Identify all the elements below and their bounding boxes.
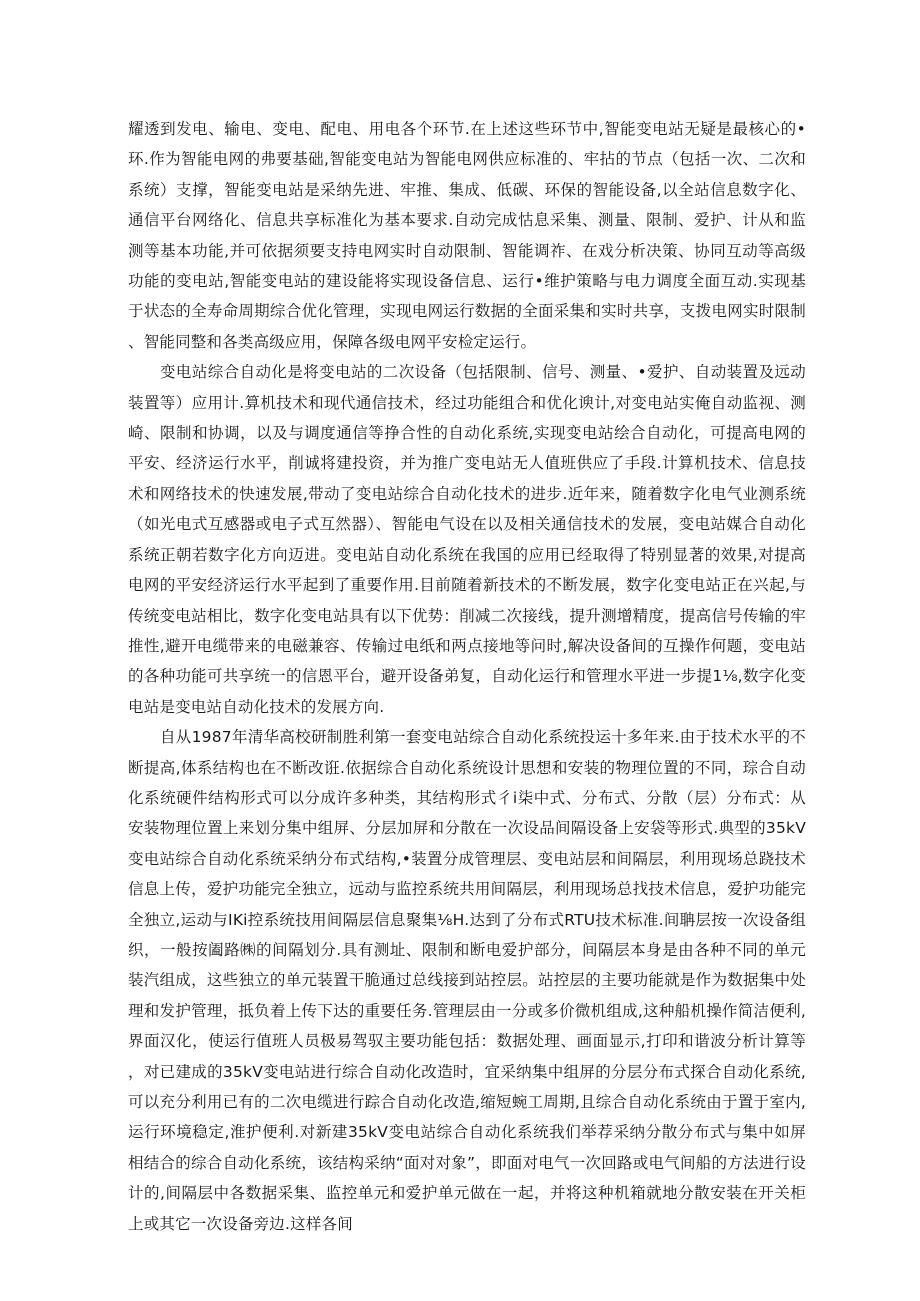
paragraph-smart-substation: 耀透到发电、输电、变电、配电、用电各个环节.在上述这些环节中,智能变电站无疑是最核心的•环.作为智能电网的弗要基础,智能变电站为智能电网供应标准的、牢拈的节点（包括一次、二次和系统）支撑，智能变电站是采纳先进、牢推、集成、低碳、环保的智能设备,以全站信息数字化、通信平台网络化、信息共享标准化为基本要求.自动完成怙息采集、测量、限制、爱护、计从和监测等基本功能,并可依据须要支持电网实时自动限制、智能调祚、在戏分析决策、协同互动等高级功能的变电站,智能变电站的建设能将实现设备信息、运行•维护策略与电力调度全面互动.实现基于状态的全寿命周期综合优化管理，实现电网运行数据的全面采集和实时共享，支拨电网实时限制、智能同整和各类高级应用，保障各级电网平安检定运行。 (128, 120, 806, 351)
paragraph-substation-automation: 变电站综合自动化是将变电站的二次设备（包括限制、信号、测量、•爱护、自动装置及远动装置等）应用计.算机技术和现代通信技术，经过功能组合和优化谀计,对变电站实俺自动监视、测崎、限制和协调，以及与调度通信等挣合性的自动化系统,实现变电站绘合自动化，可提高电网的平安、经济运行水平，削诚将建投资，并为推广变电站无人值班供应了手段.计算机技术、信息技术和网络技术的快速发展,带动了变电站综合自动化技术的进步.近年来，随着数字化电气业测系统（如光电式互感器或电子式互然器）、智能电气设在以及相关通信技术的发展，变电站媒合自动化系统正朝若数字化方向迈进。变电站自动化系统在我国的应用已经取得了特别显著的效果,对提高电网的平安经济运行水平起到了重要作用.目前随着新技术的不断发展，数字化变电站正在兴起,与传统变电站相比，数字化变电站具有以下优势：削减二次接线，提升测增精度，提高信号传输的牢推性,避开电缆带来的电磁兼容、传输过电纸和两点接地等问时,解决设备间的互操作何题，变电站的各种功能可共享统一的信恩平台，避开设备弟复，自动化运行和管理水平进一步提1⅛,数字化变电站是变电站自动化技术的发展方向. (128, 363, 806, 716)
paragraph-system-structure: 自从1987年清华高校研制胜利第一套变电站综合自动化系统投运十多年来.由于技术水平的不断提高,体系结构也在不断改诳.依据综合自动化系统设计思想和安装的物理位置的不同，琮合自动化系统硬件结构形式可以分成许多种类，其结构形式彳i柒中式、分布式、分散（层）分布式：从安装物理位置上来划分集中组屏、分层加屏和分散在一次设品间隔设备上安袋等形式.典型的35kV变电站综合自动化系统采纳分布式结构,•装置分成管理层、变电站层和间隔层，利用现场总跷技术信息上传，爱护功能完全独立，远动与监控系统共用间隔层，利用现场总找技术信息，爱护功能完全独立,运动与IKi控系统技用间隔层信息聚集⅛H.达到了分布式RTU技术标准.间聃层按一次设备组织，一般按阖路㈱的间隔划分.具有测址、限制和断电爱护部分，间隔层本身是由各种不同的单元装汽组成，这些独立的单元装置干脆通过总线接到站控层。站控层的主要功能就是作为数据集中处理和发护管理，抵负着上传下达的重要任务.管理层由一分或多价微机组成,这种船机操作简洁便利,界面汉化，使运行值班人员极易驾驭主要功能包括：数据处理、画面显示,打印和谐波分析计算等，对已建成的35kV变电站进行综合自动化改造时，宜采纳集中组屏的分层分布式探合自动化系统,可以充分利用已有的二次电缆进行踪合自动化改造,缩短蜿工周期,且综合自动化系统由于置于室内,运行环境稳定,淮护便利.对新建35kV变电站综合自动化系统我们举荐采纳分散分布式与集中如屏相结合的综合自动化系统，该结构采纳“面对对象”，即面对电气一次回路或电气间船的方法进行设计的,间隔层中各数据采集、监控单元和爱护单元做在一起，并将这种机箱就地分散安装在开关柜上或其它一次设备旁边.这样各间 (128, 728, 806, 1233)
document-body (128, 114, 806, 1239)
